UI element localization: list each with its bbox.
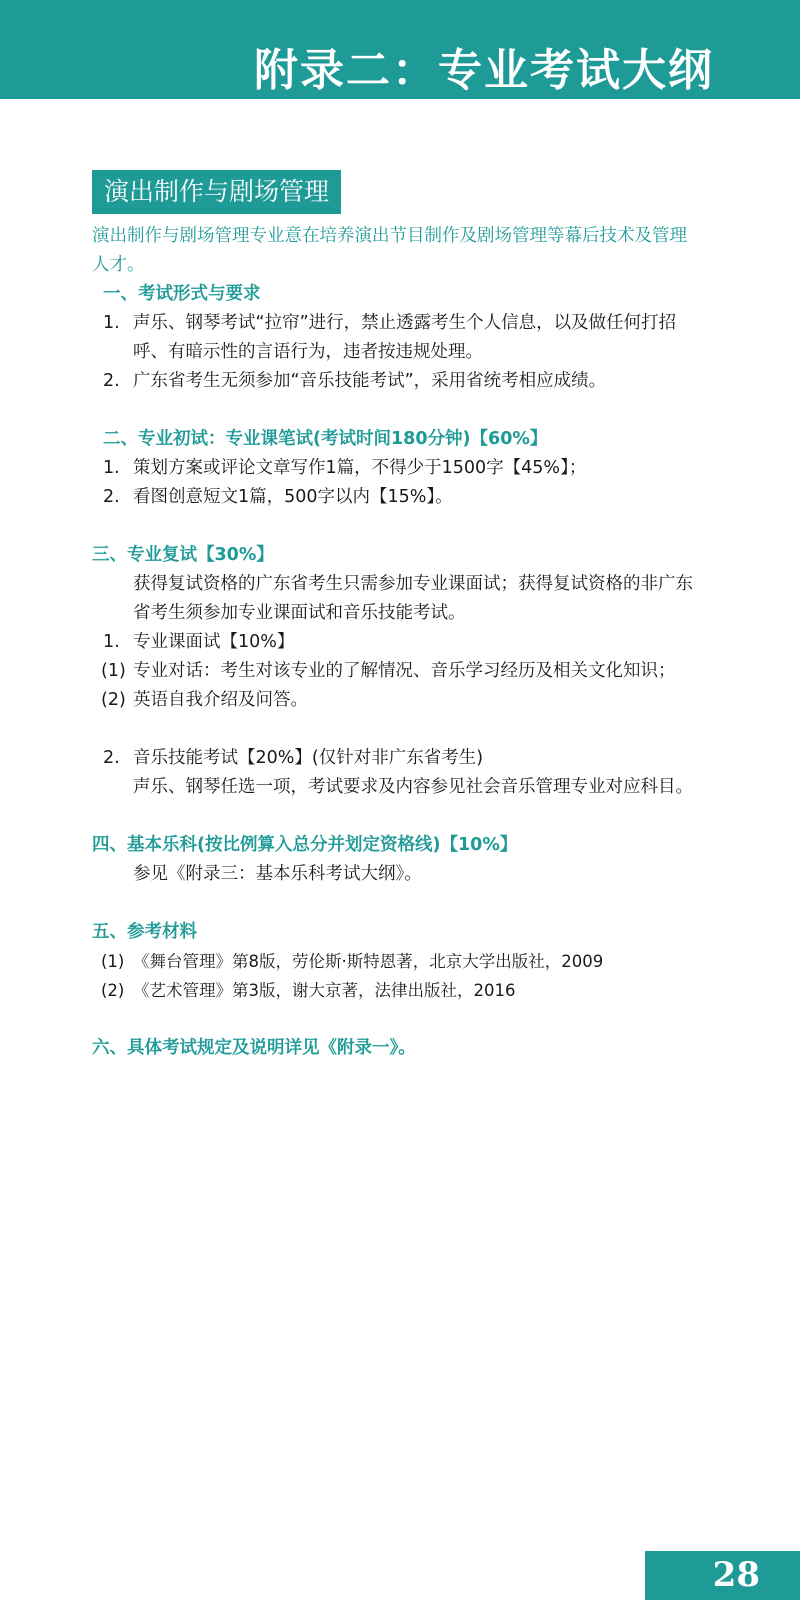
header-bar [0,0,800,99]
section-intro: 演出制作与剧场管理专业意在培养演出节目制作及剧场管理等幕后技术及管理人才。 [92,226,687,275]
reference-text: 《艺术管理》第3版，谢大京著，法律出版社，2016 [133,981,516,1000]
list-item [92,454,704,483]
item-text: 声乐、钢琴考试“拉帘”进行，禁止透露考生个人信息，以及做任何打招呼、有暗示性的言语行为，违者按违规处理。 [133,313,677,362]
page-number: 28 [712,1555,760,1595]
document-body [92,222,704,1063]
item-number: 2. [103,371,120,391]
list-item [92,367,704,396]
sub-item [92,657,704,686]
reexam-intro: 获得复试资格的广东省考生只需参加专业课面试；获得复试资格的非广东省考生须参加专业课面试和音乐技能考试。 [133,574,693,623]
heading-details: 六、具体考试规定及说明详见《附录一》。 [92,1038,416,1058]
reference-item [92,947,704,976]
item-number: 1. [103,313,120,333]
page-number-box [645,1551,800,1600]
item-text: 看图创意短文1篇，500字以内【15%】。 [133,487,453,507]
heading-references: 五、参考材料 [92,922,197,942]
item-number: 1. [103,458,120,478]
item-text: 音乐技能考试【20%】(仅针对非广东省考生) [133,748,484,768]
item-number: 2. [103,748,120,768]
sub-item-number: (2) [101,690,126,710]
sub-item-text: 英语自我介绍及问答。 [133,690,308,710]
sub-item-number: (1) [101,661,126,681]
item-number: 2. [103,487,120,507]
sub-item [92,686,704,715]
list-item [92,483,704,512]
music-skill-text: 声乐、钢琴任选一项，考试要求及内容参见社会音乐管理专业对应科目。 [133,777,693,797]
heading-preliminary-exam: 二、专业初试：专业课笔试(考试时间180分钟)【60%】 [103,429,548,449]
reference-item [92,976,704,1005]
section-tag: 演出制作与剧场管理 [92,170,341,214]
page-title: 附录二：专业考试大纲 [254,45,714,96]
item-text: 专业课面试【10%】 [133,632,295,652]
list-item [92,309,704,367]
reference-number: (2) [101,981,125,1000]
heading-basic-music: 四、基本乐科(按比例算入总分并划定资格线)【10%】 [92,835,518,855]
heading-exam-format: 一、考试形式与要求 [103,284,261,304]
list-item [92,628,704,657]
heading-reexam: 三、专业复试【30%】 [92,545,274,565]
basic-music-text: 参见《附录三：基本乐科考试大纲》。 [133,864,422,884]
reference-number: (1) [101,952,125,971]
reference-text: 《舞台管理》第8版，劳伦斯·斯特恩著，北京大学出版社，2009 [133,952,604,971]
item-number: 1. [103,632,120,652]
sub-item-text: 专业对话：考生对该专业的了解情况、音乐学习经历及相关文化知识； [133,661,676,681]
item-text: 广东省考生无须参加“音乐技能考试”，采用省统考相应成绩。 [133,371,607,391]
item-text: 策划方案或评论文章写作1篇，不得少于1500字【45%】； [133,458,587,478]
list-item [92,744,704,773]
